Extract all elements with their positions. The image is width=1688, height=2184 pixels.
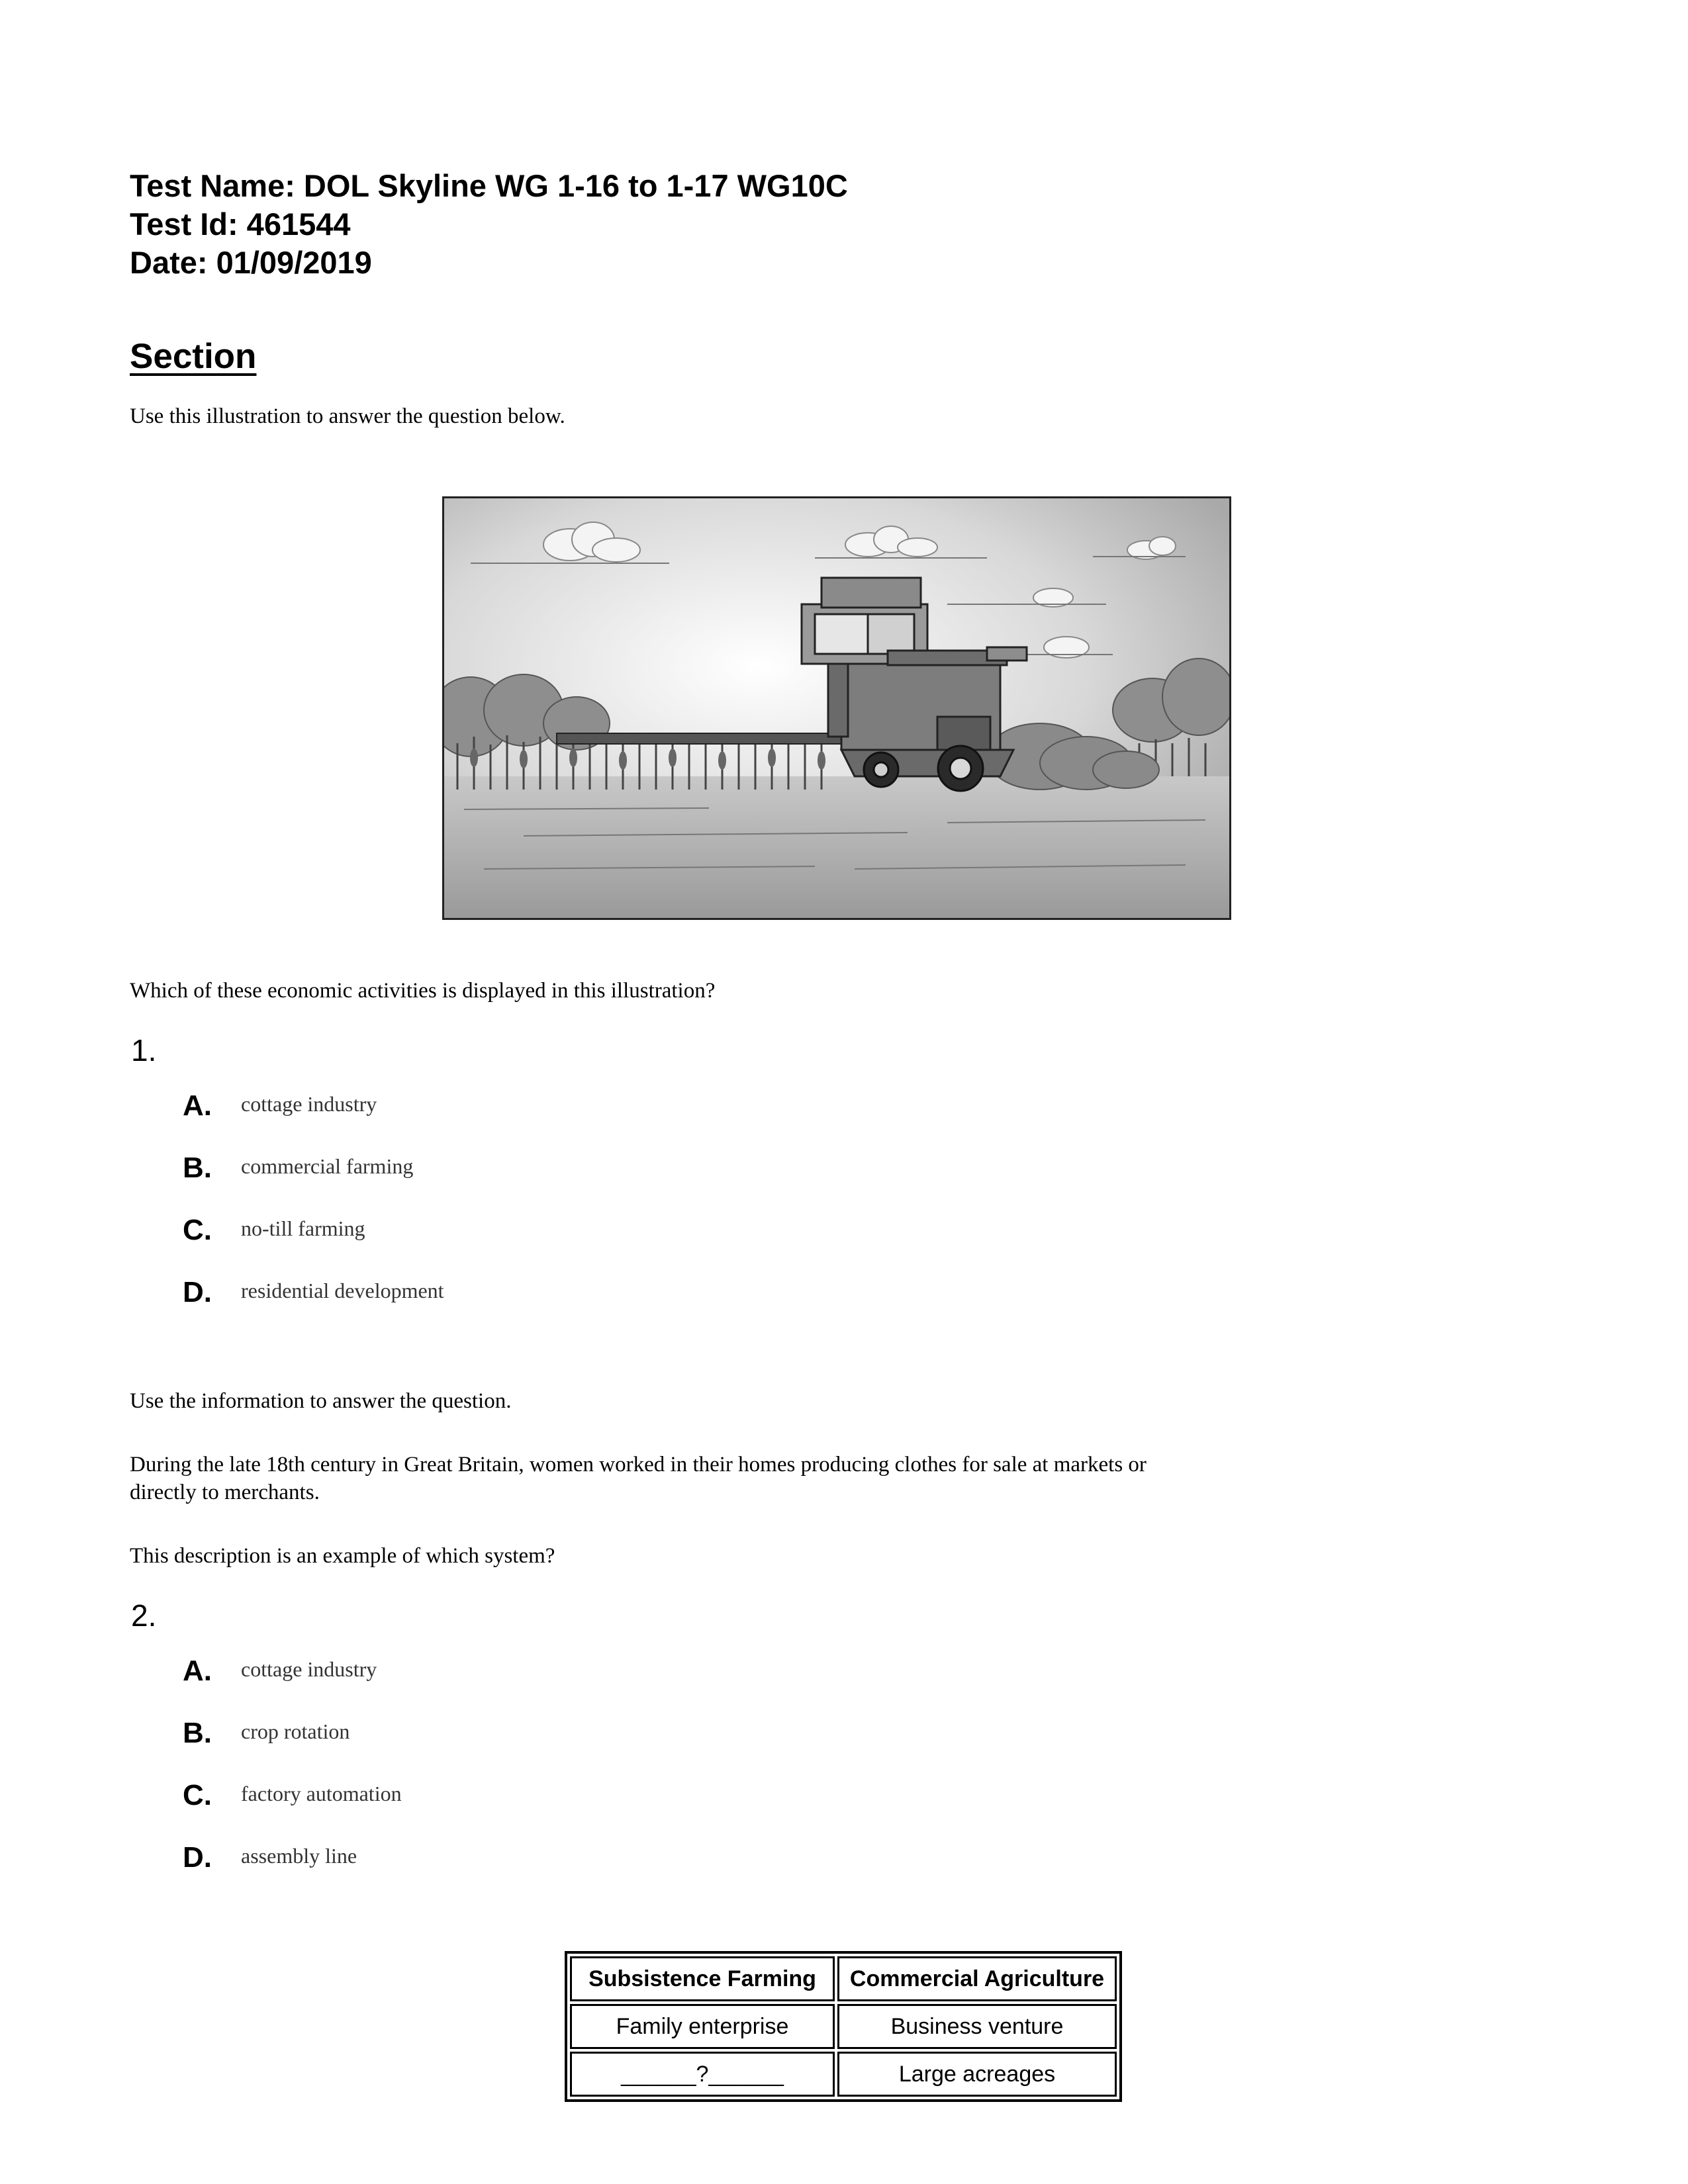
- table-cell: Business venture: [837, 2004, 1117, 2049]
- table-row: [570, 2004, 1117, 2049]
- question1-prompt: Which of these economic activities is displayed in this illustration?: [130, 979, 716, 1003]
- choice-letter: D.: [183, 1276, 212, 1308]
- choice-text: no-till farming: [241, 1216, 365, 1240]
- choice-text: cottage industry: [241, 1092, 377, 1116]
- table-header-row: [570, 1956, 1117, 2001]
- question2-passage-line1: During the late 18th century in Great Britain, women worked in their homes producing clothes for sale at markets or: [130, 1453, 1147, 1477]
- table-cell: Family enterprise: [570, 2004, 835, 2049]
- choice-letter: A.: [183, 1089, 212, 1122]
- choice-letter: A.: [183, 1655, 212, 1687]
- table-header: Commercial Agriculture: [837, 1956, 1117, 2001]
- choice-letter: B.: [183, 1717, 212, 1749]
- table-row: [570, 2052, 1117, 2097]
- question2-instruction: Use the information to answer the question.: [130, 1389, 512, 1413]
- question2-number: 2.: [131, 1598, 157, 1633]
- choice-text: factory automation: [241, 1782, 402, 1805]
- choice-text: residential development: [241, 1279, 444, 1302]
- test-date: Date: 01/09/2019: [130, 245, 372, 280]
- test-header: [130, 167, 848, 282]
- choice-text: cottage industry: [241, 1657, 377, 1681]
- choice-text: crop rotation: [241, 1719, 350, 1743]
- choice-text: commercial farming: [241, 1154, 414, 1178]
- choice-letter: C.: [183, 1779, 212, 1811]
- illustration-instruction: Use this illustration to answer the question below.: [130, 404, 565, 428]
- question1-number: 1.: [131, 1033, 157, 1068]
- section-title: Section: [130, 337, 257, 376]
- combine-harvester-illustration: [442, 496, 1231, 920]
- choice-letter: C.: [183, 1214, 212, 1246]
- choice-text: assembly line: [241, 1844, 357, 1868]
- test-name: Test Name: DOL Skyline WG 1-16 to 1-17 WG10C: [130, 168, 848, 203]
- table-header: Subsistence Farming: [570, 1956, 835, 2001]
- question2-prompt: This description is an example of which system?: [130, 1544, 555, 1568]
- table-cell-blank: ______?______: [570, 2052, 835, 2097]
- choice-letter: D.: [183, 1841, 212, 1874]
- table-cell: Large acreages: [837, 2052, 1117, 2097]
- question2-passage-line2: directly to merchants.: [130, 1480, 320, 1504]
- farming-comparison-table: [565, 1951, 1122, 2102]
- test-id: Test Id: 461544: [130, 206, 351, 242]
- choice-letter: B.: [183, 1152, 212, 1184]
